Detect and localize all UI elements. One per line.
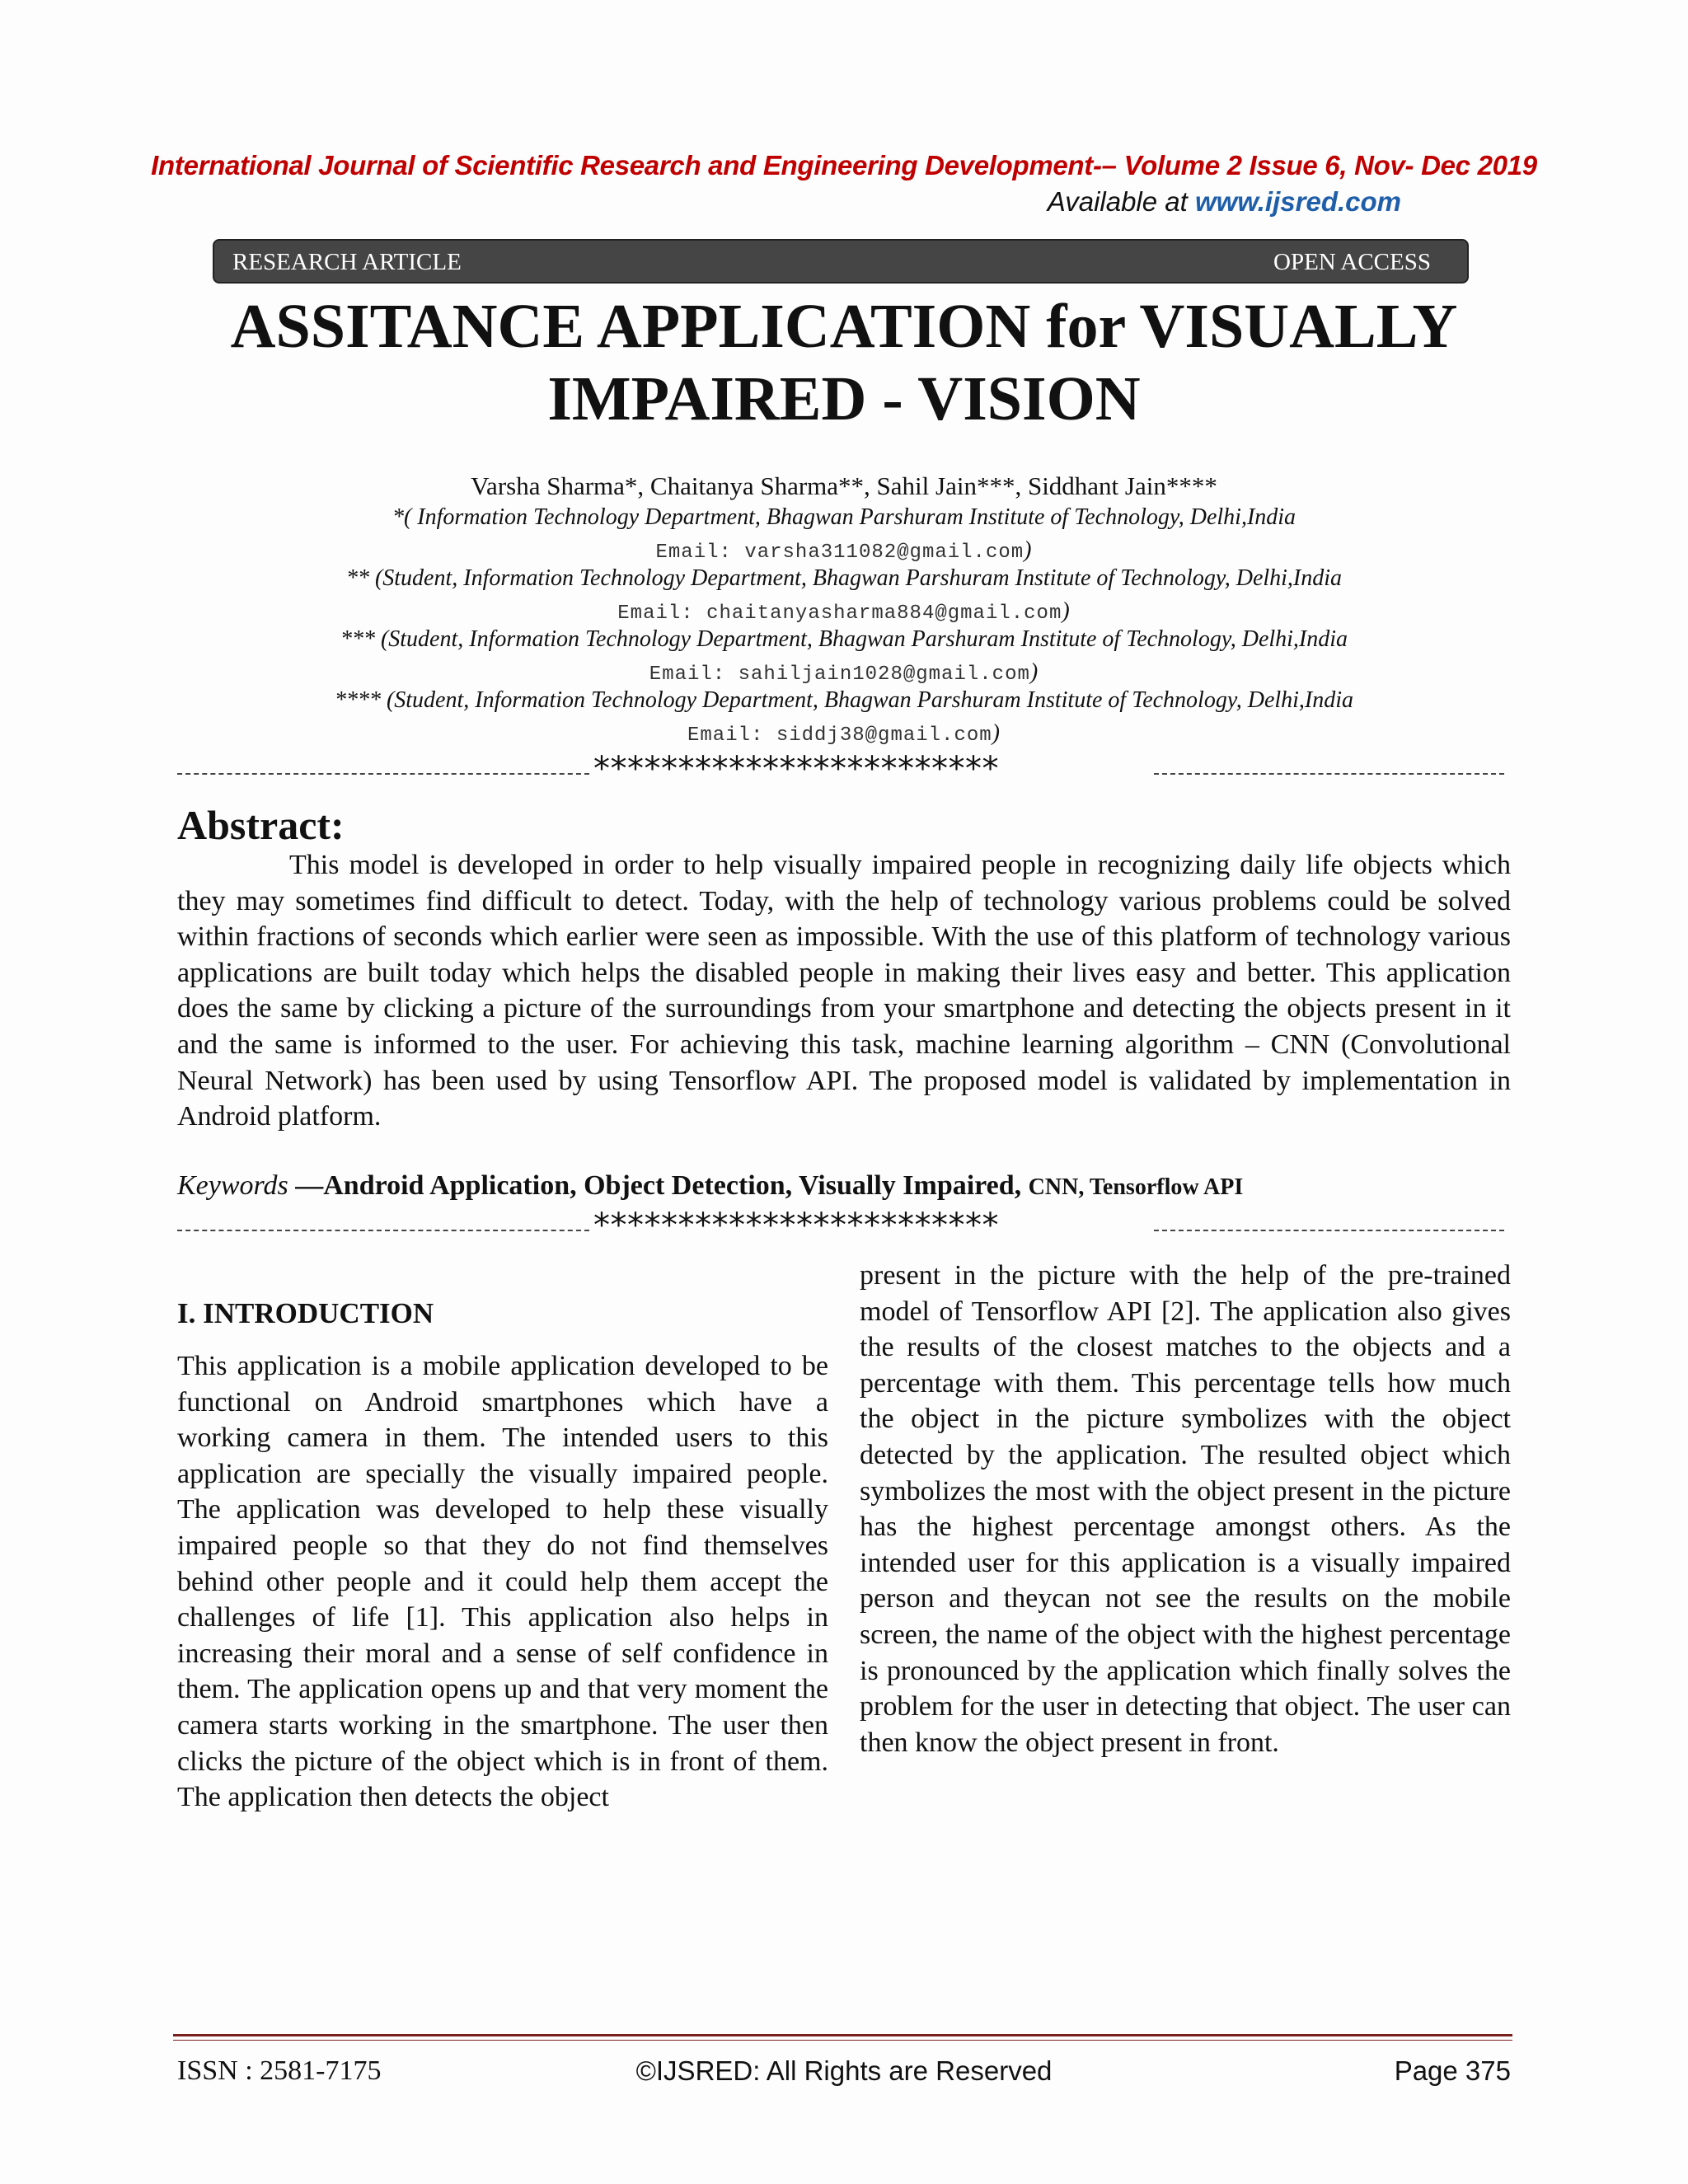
separator-dash-left	[177, 1230, 589, 1231]
keywords-small: CNN, Tensorflow API	[1028, 1174, 1244, 1200]
affiliation-4: **** (Student, Information Technology Department, Bhagwan Parshuram Institute of Technology, Delhi,India	[334, 687, 1354, 713]
footer-copyright: ©IJSRED: All Rights are Reserved	[635, 2055, 1053, 2086]
introduction-right-column: present in the picture with the help of the pre-trained model of Tensorflow API [2]. The application also gives the results of the closest matches to the objects and a percentage with them. This percentage tells how much the object in the picture symbolizes with the object detected by the application. The resulted object which symbolizes the most with the object present in the picture has the highest percentage amongst others. As the intended user for this application is a visually impaired person and theycan not see the results on the mobile screen, the name of the object with the highest percentage is pronounced by the application which finally solves the problem for the user in detecting that object. The user can then know the object present in front.	[860, 1260, 1511, 1758]
author-list: Varsha Sharma*, Chaitanya Sharma**, Sahil Jain***, Siddhant Jain****	[471, 471, 1217, 500]
email-4	[0, 720, 1688, 747]
separator-stars: ************************	[593, 750, 999, 788]
email-3-text: Email: sahiljain1028@gmail.com	[649, 663, 1030, 686]
email-4-text: Email: siddj38@gmail.com	[687, 724, 992, 747]
affiliation-2: ** (Student, Information Technology Department, Bhagwan Parshuram Institute of Technology, Delhi,India	[345, 565, 1343, 591]
availability-line	[1048, 186, 1401, 218]
title-line-2: IMPAIRED - VISION	[547, 364, 1141, 434]
introduction-heading: I. INTRODUCTION	[177, 1297, 434, 1329]
affiliation-3: *** (Student, Information Technology Department, Bhagwan Parshuram Institute of Technology, Delhi,India	[340, 626, 1348, 652]
article-type-banner	[213, 239, 1469, 284]
separator-bottom	[177, 1208, 1504, 1244]
email-4-close: )	[992, 720, 1001, 746]
email-1-text: Email: varsha311082@gmail.com	[655, 541, 1025, 564]
paper-title	[0, 290, 1688, 435]
title-line-1: ASSITANCE APPLICATION for VISUALLY	[230, 292, 1458, 361]
email-3	[0, 659, 1688, 686]
keywords-main: —Android Application, Object Detection, Visually Impaired,	[288, 1170, 1029, 1201]
keywords-line	[177, 1170, 1529, 1202]
abstract-heading: Abstract:	[177, 802, 345, 848]
email-3-close: )	[1029, 659, 1039, 685]
email-2-close: )	[1062, 598, 1071, 624]
email-1-close: )	[1024, 537, 1033, 563]
research-article-label: RESEARCH ARTICLE	[232, 249, 462, 275]
journal-url-link[interactable]: www.ijsred.com	[1194, 186, 1401, 217]
abstract-body: This model is developed in order to help visually impaired people in recognizing daily life objects which they may sometimes find difficult to detect. Today, with the help of technology various problems could be solved within fractions of seconds which earlier were seen as impossible. With the use of this platform of technology various applications are built today which helps the disabled people in making their lives easy and better. This application does the same by clicking a picture of the surroundings from your smartphone and detecting the objects present in it and the same is informed to the user. For achieving this task, machine learning algorithm – CNN (Convolutional Neural Network) has been used by using Tensorflow API. The proposed model is validated by implementation in Android platform.	[177, 850, 1511, 1132]
separator-top	[177, 752, 1504, 788]
separator-dash-right	[1154, 773, 1504, 775]
separator-stars: ************************	[593, 1207, 999, 1244]
email-2	[0, 598, 1688, 625]
journal-header: International Journal of Scientific Research and Engineering Development-– Volume 2 Issue 6, Nov- Dec 2019	[151, 150, 1537, 180]
separator-dash-right	[1154, 1230, 1504, 1231]
affiliation-1: *( Information Technology Department, Bhagwan Parshuram Institute of Technology, Delhi,India	[392, 504, 1296, 530]
open-access-label: OPEN ACCESS	[1273, 249, 1431, 275]
keywords-label: Keywords	[177, 1170, 288, 1201]
email-1	[0, 537, 1688, 564]
footer-page-number: Page 375	[1394, 2055, 1511, 2086]
footer-issn: ISSN : 2581-7175	[177, 2055, 382, 2086]
introduction-left-column: This application is a mobile application developed to be functional on Android smartphones which have a working camera in them. The intended users to this application are specially the visually impaired people. The application was developed to help these visually impaired people so that they do not find themselves behind other people and it could help them accept the challenges of life [1]. This application also helps in increasing their moral and a sense of self confidence in them. The application opens up and that very moment the camera starts working in the smartphone. The user then clicks the picture of the object which is in front of them. The application then detects the object	[177, 1351, 828, 1813]
available-prefix: Available at	[1047, 186, 1195, 217]
footer-rule-thin	[173, 2040, 1512, 2041]
email-2-text: Email: chaitanyasharma884@gmail.com	[617, 602, 1062, 625]
footer-rule-thick	[173, 2034, 1512, 2036]
separator-dash-left	[177, 773, 589, 775]
